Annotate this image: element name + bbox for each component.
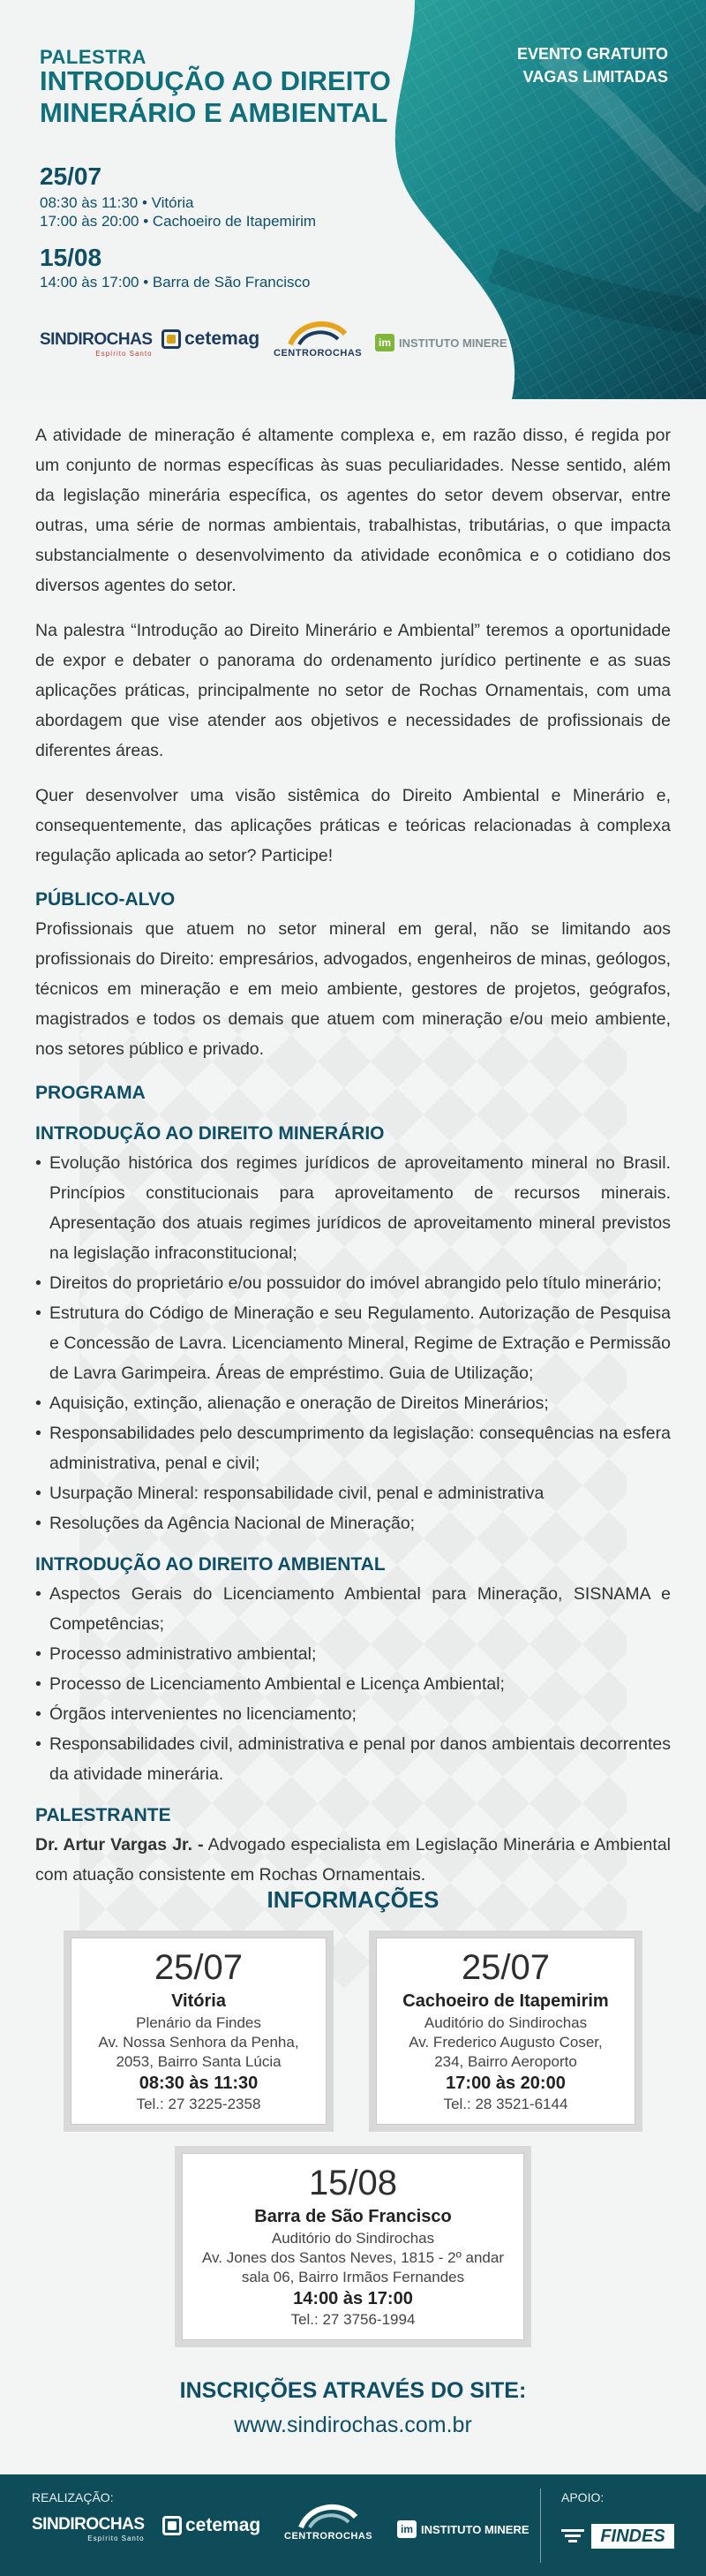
palestrante-name: Dr. Artur Vargas Jr. - bbox=[35, 1835, 204, 1855]
list-item: • Usurpação Mineral: responsabilidade civil, penal e administrativa bbox=[35, 1478, 671, 1508]
footer-minere-text: INSTITUTO MINERE bbox=[421, 2522, 530, 2536]
evento-line-1: EVENTO GRATUITO bbox=[516, 45, 668, 63]
publico-text: Profissionais que atuem no setor mineral em geral, não se limitando aos profissionais do Direito: empresários, advogados, engenheiros de minas, geólogos, técnicos em mineração e em meio ambiente, gestores de projetos, geógrafos, magistrados e todos os demais que atuem com mineração e/ou meio ambiente, nos setores público e privado. bbox=[35, 919, 671, 1059]
header-kicker: PALESTRA bbox=[40, 46, 146, 68]
palestrante-text bbox=[35, 1830, 671, 1890]
centrorochas-icon bbox=[297, 2501, 359, 2531]
header-date-1-line-2: 17:00 às 20:00 • Cachoeiro de Itapemirim bbox=[40, 213, 317, 230]
card-time: 14:00 às 17:00 bbox=[293, 2289, 413, 2308]
minere-logo-text: INSTITUTO MINERE bbox=[399, 336, 507, 350]
card-time: 08:30 às 11:30 bbox=[139, 2074, 259, 2093]
cetemag-icon bbox=[162, 2516, 182, 2535]
header-date-2-line-1: 14:00 às 17:00 • Barra de São Francisco bbox=[40, 274, 311, 291]
ambiental-title: INTRODUÇÃO AO DIREITO AMBIENTAL bbox=[35, 1554, 386, 1575]
card-address-1: Av. Jones dos Santos Neves, 1815 - 2º andar bbox=[201, 2249, 504, 2266]
header-banner bbox=[0, 0, 706, 399]
centrorochas-logo-text: CENTROROCHAS bbox=[274, 348, 363, 359]
ambiental-list bbox=[35, 1579, 671, 1789]
cetemag-logo-text: cetemag bbox=[184, 329, 260, 349]
programa-title: PROGRAMA bbox=[35, 1083, 146, 1103]
minerario-list bbox=[35, 1148, 671, 1538]
info-card-vitoria bbox=[64, 1930, 334, 2132]
inscricoes-title: INSCRIÇÕES ATRAVÉS DO SITE: bbox=[179, 2378, 527, 2403]
minere-logo bbox=[375, 334, 507, 351]
findes-icon bbox=[561, 2527, 584, 2545]
footer-sindirochas-text: SINDIROCHAS bbox=[32, 2515, 145, 2534]
list-item: • Aspectos Gerais do Licenciamento Ambiental para Mineração, SISNAMA e Competências; bbox=[35, 1579, 671, 1639]
minerario-title: INTRODUÇÃO AO DIREITO MINERÁRIO bbox=[35, 1123, 385, 1144]
list-item: • Estrutura do Código de Mineração e seu Regulamento. Autorização de Pesquisa e Concessão de Lavra. Licenciamento Mineral, Regime de Extração e Permissão de Lavra Garimpeira. Áreas de empréstimo. Guia de Utilização; bbox=[35, 1298, 671, 1388]
intro-paragraph-1: A atividade de mineração é altamente complexa e, em razão disso, é regida por um conjunto de normas específicas às suas peculiaridades. Nesse sentido, além da legislação minerária específica, os agentes do setor devem observar, entre outras, uma série de normas ambientais, trabalhistas, tributárias, o que impacta substancialmente o desenvolvimento da atividade econômica e o cotidiano dos diversos agentes do setor. bbox=[35, 426, 671, 595]
card-address-2: sala 06, Bairro Irmãos Fernandes bbox=[241, 2269, 465, 2285]
card-address-2: 2053, Bairro Santa Lúcia bbox=[116, 2053, 282, 2070]
sindirochas-logo-sub: Espírito Santo bbox=[95, 350, 153, 358]
sindirochas-logo bbox=[40, 330, 153, 358]
header-date-1-line-1: 08:30 às 11:30 • Vitória bbox=[40, 194, 194, 211]
title-line-2: MINERÁRIO E AMBIENTAL bbox=[40, 97, 388, 128]
footer-cetemag-text: cetemag bbox=[185, 2515, 261, 2535]
footer-minere-logo bbox=[397, 2520, 530, 2538]
minere-icon: im bbox=[397, 2520, 417, 2538]
footer-sindirochas-logo bbox=[32, 2515, 145, 2542]
header-date-1: 25/07 bbox=[40, 162, 102, 190]
footer-divider bbox=[540, 2489, 541, 2563]
info-card-cachoeiro bbox=[369, 1930, 642, 2132]
list-item: • Responsabilidades pelo descumprimento da legislação: consequências na esfera administrativa, penal e civil; bbox=[35, 1418, 671, 1478]
card-city: Cachoeiro de Itapemirim bbox=[402, 1991, 609, 2011]
card-address-2: 234, Bairro Aeroporto bbox=[434, 2053, 577, 2070]
card-address-1: Av. Frederico Augusto Coser, bbox=[409, 2034, 603, 2051]
list-item: • Processo de Licenciamento Ambiental e Licença Ambiental; bbox=[35, 1669, 671, 1699]
header-date-2: 15/08 bbox=[40, 244, 102, 271]
page-title bbox=[40, 65, 393, 129]
list-item: • Aquisição, extinção, alienação e oneração de Direitos Minerários; bbox=[35, 1388, 671, 1418]
event-badge bbox=[517, 42, 668, 88]
footer bbox=[0, 2474, 706, 2576]
card-venue: Auditório do Sindirochas bbox=[271, 2230, 435, 2247]
card-address-1: Av. Nossa Senhora da Penha, bbox=[98, 2034, 299, 2051]
realizacao-label: REALIZAÇÃO: bbox=[32, 2490, 114, 2504]
publico-title: PÚBLICO-ALVO bbox=[35, 889, 176, 910]
main-content bbox=[35, 420, 671, 1905]
footer-sindirochas-sub: Espírito Santo bbox=[87, 2534, 145, 2542]
card-date: 25/07 bbox=[461, 1948, 551, 1987]
intro-paragraph-2: Na palestra “Introdução ao Direito Minerário e Ambiental” teremos a oportunidade de expor e debater o panorama do ordenamento jurídico pertinente e as suas aplicações práticas, principalmente no setor de Rochas Ornamentais, com uma abordagem que vise atender aos objetivos e necessidades de profissionais de diferentes áreas. bbox=[35, 621, 671, 760]
findes-logo: FINDES bbox=[591, 2524, 674, 2549]
title-line-1: INTRODUÇÃO AO DIREITO bbox=[40, 65, 391, 96]
evento-line-2: VAGAS LIMITADAS bbox=[522, 68, 668, 86]
card-time: 17:00 às 20:00 bbox=[446, 2074, 566, 2093]
card-city: Vitória bbox=[171, 1991, 226, 2011]
card-date: 15/08 bbox=[308, 2164, 398, 2202]
informacoes-title: INFORMAÇÕES bbox=[267, 1886, 439, 1913]
sindirochas-logo-text: SINDIROCHAS bbox=[40, 330, 153, 349]
card-venue: Plenário da Findes bbox=[136, 2014, 261, 2031]
list-item: • Responsabilidades civil, administrativa e penal por danos ambientais decorrentes da atividade minerária. bbox=[35, 1729, 671, 1789]
minere-icon: im bbox=[375, 334, 394, 351]
list-item: • Processo administrativo ambiental; bbox=[35, 1639, 671, 1669]
list-item: • Direitos do proprietário e/ou possuidor do imóvel abrangido pelo título minerário; bbox=[35, 1268, 671, 1298]
card-phone: Tel.: 28 3521-6144 bbox=[443, 2096, 568, 2112]
list-item: • Órgãos intervenientes no licenciamento; bbox=[35, 1699, 671, 1729]
card-venue: Auditório do Sindirochas bbox=[424, 2014, 588, 2031]
card-city: Barra de São Francisco bbox=[254, 2207, 452, 2226]
list-item: • Evolução histórica dos regimes jurídicos de aproveitamento mineral no Brasil. Princípios constitucionais para aproveitamento de recursos minerais. Apresentação dos atuais regimes jurídicos de aproveitamento mineral previstos na legislação infraconstitucional; bbox=[35, 1148, 671, 1268]
cetemag-logo bbox=[161, 329, 259, 350]
card-phone: Tel.: 27 3225-2358 bbox=[136, 2096, 261, 2112]
card-phone: Tel.: 27 3756-1994 bbox=[290, 2311, 416, 2328]
footer-centrorochas-text: CENTROROCHAS bbox=[284, 2531, 373, 2542]
info-card-barra bbox=[175, 2146, 531, 2347]
footer-cetemag-logo bbox=[162, 2515, 260, 2536]
palestrante-title: PALESTRANTE bbox=[35, 1805, 171, 1825]
centrorochas-logo bbox=[274, 318, 362, 359]
palestrante-bio: Advogado especialista em Legislação Minerária e Ambiental com atuação consistente em Rochas Ornamentais. bbox=[35, 1835, 671, 1885]
card-date: 25/07 bbox=[154, 1948, 244, 1987]
footer-centrorochas-logo bbox=[284, 2501, 372, 2542]
centrorochas-icon bbox=[287, 318, 349, 348]
apoio-label: APOIO: bbox=[561, 2490, 605, 2504]
intro-paragraph-3: Quer desenvolver uma visão sistêmica do Direito Ambiental e Minerário e, consequentemente, das aplicações práticas e teóricas relacionadas à complexa regulação aplicada ao setor? Participe! bbox=[35, 786, 671, 865]
inscricoes-site-link[interactable]: www.sindirochas.com.br bbox=[234, 2413, 472, 2437]
cetemag-icon bbox=[161, 329, 181, 349]
list-item: • Resoluções da Agência Nacional de Mineração; bbox=[35, 1508, 671, 1538]
